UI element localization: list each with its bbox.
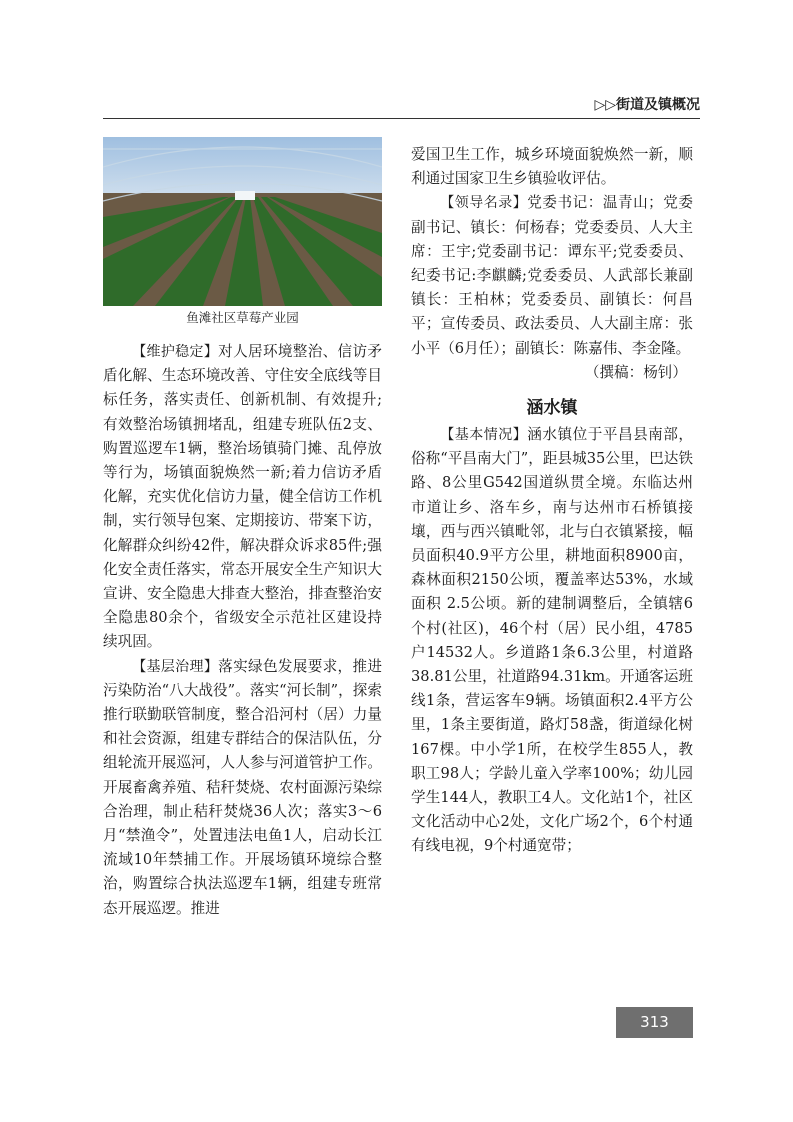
author-credit: （撰稿：杨钊） xyxy=(584,363,687,381)
paragraph-grassroots-governance xyxy=(103,655,382,921)
photo-caption: 鱼滩社区草莓产业园 xyxy=(186,310,299,325)
paragraph-basic-info xyxy=(411,423,693,859)
strawberry-greenhouse-photo xyxy=(103,137,382,306)
running-header: ▷▷街道及镇概况 xyxy=(594,97,700,113)
section-heading-basic-info: 【基本情况】 xyxy=(440,427,528,444)
page-number: 313 xyxy=(616,1007,693,1038)
paragraph-leadership-list xyxy=(411,191,693,360)
paragraph-maintain-stability xyxy=(103,340,382,655)
paragraph-body: 对人居环境整治、信访矛盾化解、生态环境改善、守住安全底线等目标任务，落实责任、创新机制、有效提升;有效整治场镇拥堵乱，组建专班队伍2支、购置巡逻车1辆，整治场镇骑门摊、乱停放等行为，场镇面貌焕然一新;着力信访矛盾化解，充实优化信访力量，健全信访工作机制，实行领导包案、定期接访、带案下访，化解群众纠纷42件，解决群众诉求85件;强化安全责任落实，常态开展安全生产知识大宣讲、安全隐患大排查大整治，排查整治安全隐患80余个，省级安全示范社区建设持续巩固。 xyxy=(103,343,382,651)
section-heading-leadership: 【领导名录】 xyxy=(440,195,528,212)
right-column xyxy=(411,143,693,859)
town-section-title: 涵水镇 xyxy=(526,398,578,419)
paragraph-body: 党委书记：温青山；党委副书记、镇长：何杨春；党委委员、人大主席：王宇;党委副书记：谭东平;党委委员、纪委书记:李麒麟;党委委员、人武部长兼副镇长：王柏林；党委委员、副镇长：何昌平；宣传委员、政法委员、人大副主席：张小平（6月任）；副镇长：陈嘉伟、李金隆。 xyxy=(411,194,693,357)
paragraph-body: 落实绿色发展要求，推进污染防治“八大战役”。落实“河长制”，探索推行联勤联管制度，整合沿河村（居）力量和社会资源，组建专群结合的保洁队伍，分组轮流开展巡河，人人参与河道管护工作。开展畜禽养殖、秸秆焚烧、农村面源污染综合治理，制止秸秆焚烧36人次；落实3～6月“禁渔令”，处置违法电鱼1人，启动长江流域10年禁捕工作。开展场镇环境综合整治，购置综合执法巡逻车1辆，组建专班常态开展巡逻。推进 xyxy=(103,657,382,917)
section-heading-maintain-stability: 【维护稳定】 xyxy=(132,344,219,360)
left-column xyxy=(103,340,382,921)
paragraph-body: 涵水镇位于平昌县南部，俗称“平昌南大门”，距县城35公里，巴达铁路、8公里G542国道纵贯全境。东临达州市道让乡、洛车乡，南与达州市石桥镇接壤，西与西兴镇毗邻，北与白衣镇紧接，幅员面积40.9平方公里，耕地面积8900亩，森林面积2150公顷，覆盖率达53%，水域面积 2.5公顷。新的建制调整后，全镇辖6个村(社区)，46个村（居）民小组，4785户14532人。乡道路1条6.3公里，村道路38.81公里，社道路94.31km。开通客运班线1条，营运客车9辆。场镇面积2.4平方公里，1条主要街道，路灯58盏，街道绿化树167棵。中小学1所，在校学生855人，教职工98人；学龄儿童入学率100%；幼儿园学生144人，教职工4人。文化站1个，社区文化活动中心2处，文化广场2个，6个村通有线电视，9个村通宽带； xyxy=(411,426,693,855)
section-heading-grassroots-governance: 【基层治理】 xyxy=(132,658,219,675)
paragraph-continued: 爱国卫生工作，城乡环境面貌焕然一新，顺利通过国家卫生乡镇验收评估。 xyxy=(411,146,693,188)
header-divider xyxy=(103,118,700,119)
